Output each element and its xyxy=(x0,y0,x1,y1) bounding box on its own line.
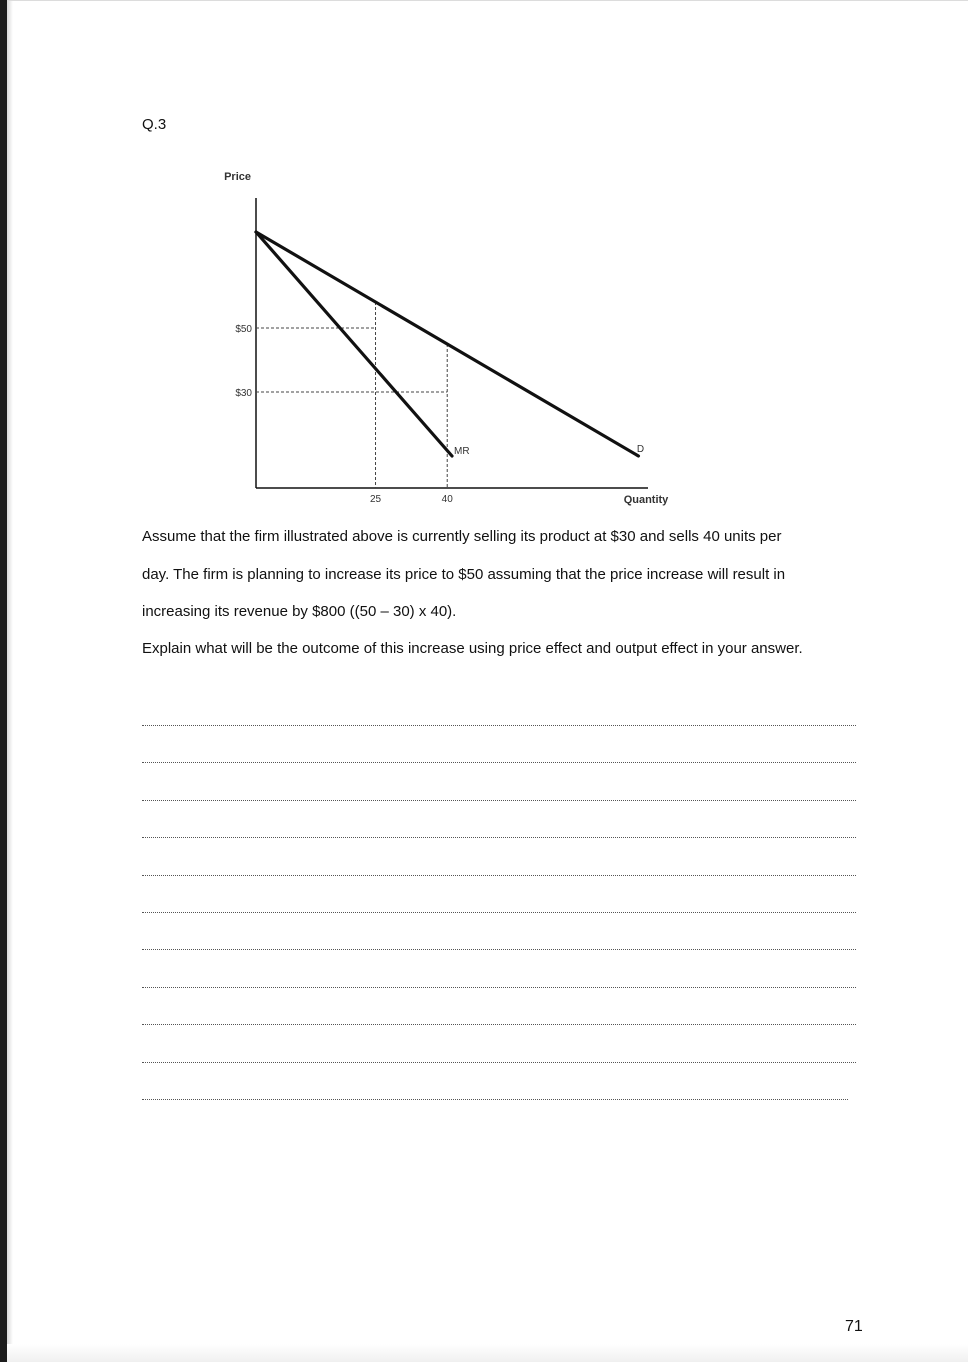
answer-line[interactable] xyxy=(142,1062,856,1063)
question-text-line-3: increasing its revenue by $800 ((50 – 30) x 40). xyxy=(142,603,457,620)
price-tick-label-1: $50 xyxy=(235,324,252,335)
series-label-d: D xyxy=(636,444,645,455)
answer-line[interactable] xyxy=(142,875,856,876)
answer-line[interactable] xyxy=(142,1099,848,1100)
quantity-tick-label-1: 25 xyxy=(369,494,382,505)
page-shadow xyxy=(7,0,13,1362)
question-instruction: Explain what will be the outcome of this increase using price effect and output effect in your answer. xyxy=(142,640,803,657)
y-axis-label: Price xyxy=(224,171,251,183)
answer-line[interactable] xyxy=(142,800,856,801)
page-top-edge xyxy=(7,0,968,1)
monopoly-demand-mr-chart xyxy=(215,160,675,510)
series-label-mr: MR xyxy=(454,446,470,457)
answer-line[interactable] xyxy=(142,949,856,950)
viewer-left-edge xyxy=(0,0,7,1362)
answer-line[interactable] xyxy=(142,725,856,726)
x-axis-label: Quantity xyxy=(623,494,669,506)
price-tick-label-2: $30 xyxy=(235,388,252,399)
quantity-tick-label-2: 40 xyxy=(441,494,453,505)
question-text-line-2: day. The firm is planning to increase its price to $50 assuming that the price increase will result in xyxy=(142,566,786,583)
answer-line[interactable] xyxy=(142,762,856,763)
curve-d xyxy=(256,232,638,456)
question-text-line-1: Assume that the firm illustrated above is currently selling its product at $30 and sells 40 units per xyxy=(142,528,782,545)
answer-line[interactable] xyxy=(142,1024,856,1025)
answer-line[interactable] xyxy=(142,912,856,913)
curve-mr xyxy=(256,232,452,456)
page-number: 71 xyxy=(845,1318,863,1335)
answer-line[interactable] xyxy=(142,837,856,838)
page-bottom-edge xyxy=(7,1344,968,1362)
question-number: Q.3 xyxy=(142,116,167,133)
answer-line[interactable] xyxy=(142,987,856,988)
